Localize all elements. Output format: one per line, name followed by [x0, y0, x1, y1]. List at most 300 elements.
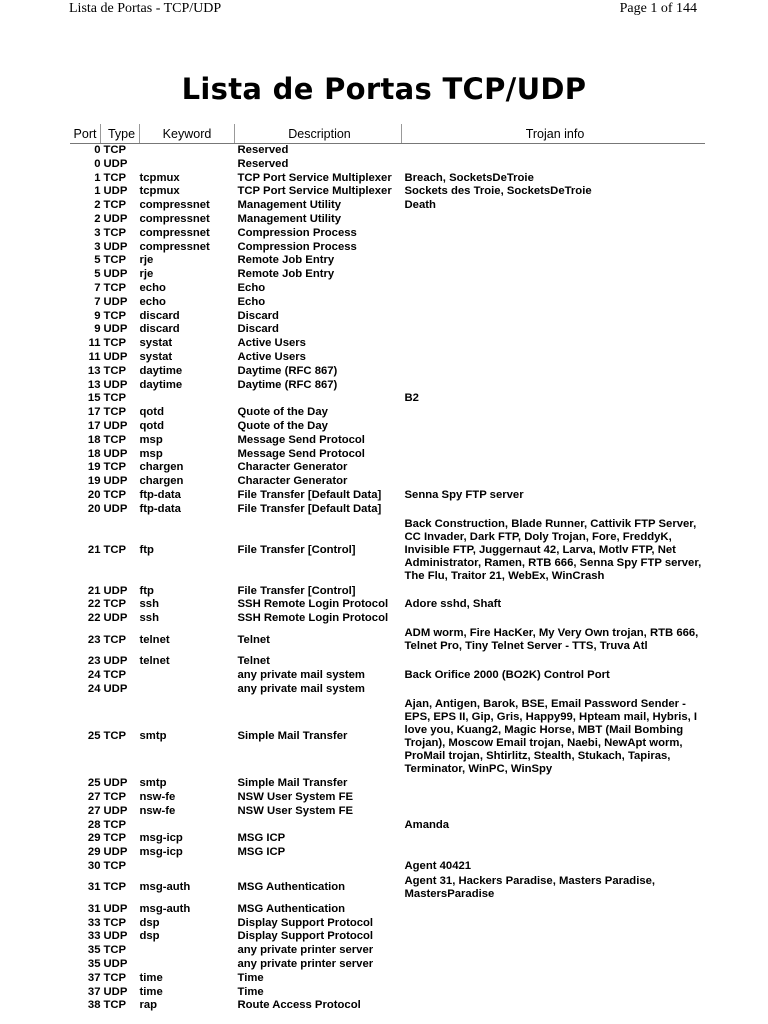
cell-port: 11 — [88, 337, 101, 350]
cell-trojan-info — [402, 917, 706, 931]
cell-description: TCP Port Service Multiplexer — [237, 185, 392, 198]
cell-keyword — [140, 860, 235, 874]
cell-trojan-info: Death — [404, 199, 436, 212]
cell-type: TCP — [103, 633, 127, 646]
cell-port: 20 — [87, 502, 101, 515]
cell-type: UDP — [103, 185, 128, 198]
cell-keyword: nsw-fe — [139, 791, 176, 804]
cell-description: Daytime (RFC 867) — [237, 378, 338, 391]
cell-type: TCP — [103, 668, 127, 681]
cell-type: UDP — [103, 777, 128, 790]
cell-keyword: daytime — [139, 378, 183, 391]
cell-keyword: compressnet — [139, 240, 210, 253]
cell-type: TCP — [103, 337, 127, 350]
cell-type: TCP — [103, 832, 127, 845]
cell-port: 0 — [94, 144, 101, 156]
cell-keyword: compressnet — [139, 199, 210, 212]
cell-keyword: smtp — [139, 729, 167, 742]
cell-description: Time — [237, 971, 264, 984]
cell-keyword: telnet — [139, 633, 170, 646]
cell-port: 15 — [87, 392, 101, 405]
cell-trojan-info: Sockets des Troie, SocketsDeTroie — [404, 185, 592, 198]
table-row — [70, 420, 705, 434]
cell-description: Discard — [237, 323, 279, 336]
cell-description: Management Utility — [237, 199, 342, 212]
cell-type: TCP — [103, 226, 127, 239]
cell-description: Telnet — [237, 633, 270, 646]
cell-keyword — [140, 144, 235, 158]
cell-trojan-info: Agent 31, Hackers Paradise, Masters Paradise, MastersParadise — [404, 875, 656, 901]
cell-port: 31 — [87, 902, 101, 915]
cell-trojan-info — [402, 683, 706, 697]
cell-port: 1 — [94, 185, 101, 198]
cell-keyword: msg-icp — [139, 846, 183, 859]
cell-port: 37 — [87, 971, 101, 984]
cell-port: 37 — [87, 985, 101, 998]
table-row — [70, 310, 705, 324]
cell-type: TCP — [103, 199, 127, 212]
cell-trojan-info — [402, 846, 706, 860]
cell-description: MSG Authentication — [237, 881, 346, 894]
cell-type: TCP — [103, 818, 127, 831]
cell-keyword: ssh — [139, 598, 159, 611]
cell-trojan-info — [402, 585, 706, 599]
cell-keyword — [140, 158, 235, 172]
cell-port: 29 — [87, 832, 101, 845]
cell-trojan-info — [402, 351, 706, 365]
cell-type: TCP — [103, 543, 127, 556]
cell-type: UDP — [103, 378, 128, 391]
cell-keyword: msg-auth — [139, 902, 191, 915]
cell-trojan-info — [402, 420, 706, 434]
cell-keyword: discard — [139, 309, 180, 322]
cell-trojan-info — [402, 805, 706, 819]
cell-port: 13 — [87, 364, 101, 377]
cell-port: 22 — [87, 598, 101, 611]
table-header-row — [70, 124, 705, 144]
cell-port: 24 — [87, 682, 101, 695]
table-row — [70, 144, 705, 158]
cell-description: File Transfer [Control] — [237, 584, 356, 597]
cell-port: 5 — [94, 268, 101, 281]
cell-port: 23 — [87, 654, 101, 667]
cell-port: 27 — [87, 804, 101, 817]
cell-type: TCP — [103, 171, 127, 184]
table-row — [70, 846, 705, 860]
cell-trojan-info — [402, 612, 706, 626]
cell-type: UDP — [103, 846, 128, 859]
cell-port: 23 — [87, 633, 101, 646]
cell-trojan-info — [402, 379, 706, 393]
cell-description: Echo — [237, 281, 266, 294]
cell-description: Discard — [237, 309, 279, 322]
table-row — [70, 999, 705, 1013]
cell-port: 27 — [87, 791, 101, 804]
table-row — [70, 351, 705, 365]
cell-keyword: time — [139, 985, 163, 998]
cell-type: TCP — [103, 791, 127, 804]
cell-port: 5 — [94, 254, 101, 267]
cell-type: TCP — [103, 916, 127, 929]
cell-type: TCP — [103, 999, 127, 1012]
cell-keyword: msp — [139, 433, 163, 446]
cell-trojan-info: ADM worm, Fire HacKer, My Very Own trojan, RTB 666, Telnet Pro, Tiny Telnet Server - TTS, Truva Atl — [404, 627, 699, 653]
table-row — [70, 268, 705, 282]
column-header-description: Description — [235, 124, 402, 144]
cell-port: 7 — [94, 295, 101, 308]
cell-port: 7 — [94, 281, 101, 294]
cell-port: 9 — [94, 309, 101, 322]
cell-port: 0 — [94, 157, 101, 170]
table-row — [70, 669, 705, 683]
cell-keyword: ssh — [139, 612, 159, 625]
cell-type: UDP — [103, 350, 128, 363]
cell-keyword: tcpmux — [139, 171, 180, 184]
cell-port: 21 — [87, 584, 101, 597]
header-doc-title: Lista de Portas - TCP/UDP — [69, 1, 222, 16]
table-row — [70, 777, 705, 791]
table-row — [70, 805, 705, 819]
table-row — [70, 227, 705, 241]
cell-trojan-info: Back Construction, Blade Runner, Cattivik FTP Server, CC Invader, Dark FTP, Doly Trojan, Fore, FreddyK, Invisible FTP, Juggernaut 42, Larva, Motlv FTP, Net Administrator, Ramen, RTB 666, Senna Spy FTP server, The Flu, Traitor 21, WebEx, WinCrash — [404, 518, 702, 583]
cell-description: Reserved — [237, 157, 289, 170]
cell-keyword: systat — [139, 337, 173, 350]
table-row — [70, 392, 705, 406]
cell-keyword: discard — [139, 323, 180, 336]
table-row — [70, 598, 705, 612]
cell-port: 18 — [87, 433, 101, 446]
cell-type: UDP — [103, 240, 128, 253]
cell-keyword: qotd — [139, 419, 164, 432]
cell-description: any private printer server — [237, 944, 374, 957]
cell-keyword: echo — [139, 281, 166, 294]
cell-trojan-info — [402, 777, 706, 791]
header-page-number: Page 1 of 144 — [619, 1, 697, 16]
table-row — [70, 448, 705, 462]
cell-port: 35 — [87, 958, 101, 971]
table-row — [70, 489, 705, 503]
cell-keyword: dsp — [139, 930, 160, 943]
cell-trojan-info — [402, 475, 706, 489]
table-row — [70, 158, 705, 172]
cell-port: 28 — [87, 818, 101, 831]
cell-type: TCP — [103, 406, 127, 419]
cell-trojan-info: Ajan, Antigen, Barok, BSE, Email Password Sender - EPS, EPS II, Gip, Gris, Happy99, Hpteam mail, Hybris, I love you, Kuang2, Magic Horse, MBT (Mail Bombing Trojan), Moscow Email trojan, Naebi, NewApt worm, ProMail trojan, Shtirlitz, Stealth, Stukach, Tapiras, Terminator, WinPC, WinSpy — [404, 697, 698, 775]
cell-type: UDP — [103, 804, 128, 817]
cell-description: Character Generator — [237, 475, 348, 488]
cell-description: Remote Job Entry — [237, 268, 335, 281]
cell-trojan-info: Breach, SocketsDeTroie — [404, 171, 534, 184]
cell-type: UDP — [103, 902, 128, 915]
cell-trojan-info — [402, 930, 706, 944]
cell-description: NSW User System FE — [237, 791, 354, 804]
table-row — [70, 379, 705, 393]
cell-port: 9 — [94, 323, 101, 336]
cell-description: Telnet — [237, 654, 270, 667]
cell-description: Daytime (RFC 867) — [237, 364, 338, 377]
cell-trojan-info — [402, 282, 706, 296]
cell-description: Reserved — [237, 144, 289, 156]
cell-description: Management Utility — [237, 212, 342, 225]
table-row — [70, 365, 705, 379]
cell-trojan-info — [402, 791, 706, 805]
cell-trojan-info — [402, 655, 706, 669]
cell-type: TCP — [103, 971, 127, 984]
cell-description: MSG Authentication — [237, 902, 346, 915]
table-row — [70, 434, 705, 448]
cell-keyword: msg-icp — [139, 832, 183, 845]
cell-port: 20 — [87, 488, 101, 501]
cell-trojan-info — [402, 406, 706, 420]
cell-keyword: telnet — [139, 654, 170, 667]
cell-port: 13 — [87, 378, 101, 391]
cell-trojan-info — [402, 461, 706, 475]
table-row — [70, 185, 705, 199]
cell-port: 3 — [94, 226, 101, 239]
cell-type: UDP — [103, 475, 128, 488]
page-header — [0, 0, 768, 20]
cell-description: any private printer server — [237, 958, 374, 971]
table-row — [70, 199, 705, 213]
cell-description: Active Users — [237, 350, 306, 363]
table-row — [70, 626, 705, 655]
column-header-type: Type — [101, 124, 140, 144]
table-row — [70, 917, 705, 931]
cell-type: UDP — [103, 323, 128, 336]
cell-keyword: smtp — [139, 777, 167, 790]
cell-description: MSG ICP — [237, 832, 286, 845]
table-row — [70, 517, 705, 585]
cell-keyword — [140, 944, 235, 958]
column-header-port: Port — [70, 124, 101, 144]
cell-trojan-info — [402, 213, 706, 227]
cell-keyword: ftp-data — [139, 488, 181, 501]
cell-trojan-info — [402, 944, 706, 958]
table-row — [70, 683, 705, 697]
cell-port: 33 — [87, 930, 101, 943]
cell-trojan-info — [402, 958, 706, 972]
cell-port: 25 — [87, 729, 101, 742]
cell-trojan-info — [402, 241, 706, 255]
cell-port: 3 — [94, 240, 101, 253]
cell-type: UDP — [103, 584, 128, 597]
table-row — [70, 930, 705, 944]
table-row — [70, 819, 705, 833]
cell-keyword: compressnet — [139, 226, 210, 239]
cell-trojan-info — [402, 999, 706, 1013]
cell-keyword: msp — [139, 447, 163, 460]
table-row — [70, 585, 705, 599]
cell-port: 2 — [94, 212, 101, 225]
cell-description: Compression Process — [237, 226, 357, 239]
table-row — [70, 337, 705, 351]
cell-description — [235, 392, 402, 406]
cell-description: Remote Job Entry — [237, 254, 335, 267]
cell-trojan-info — [402, 254, 706, 268]
table-row — [70, 903, 705, 917]
cell-type: TCP — [103, 281, 127, 294]
cell-type: TCP — [103, 392, 127, 405]
cell-keyword: daytime — [139, 364, 183, 377]
table-row — [70, 475, 705, 489]
cell-trojan-info — [402, 503, 706, 517]
cell-trojan-info — [402, 310, 706, 324]
table-row — [70, 172, 705, 186]
cell-description: Time — [237, 985, 264, 998]
cell-description — [235, 860, 402, 874]
cell-type: UDP — [103, 157, 128, 170]
table-row — [70, 944, 705, 958]
table-row — [70, 296, 705, 310]
cell-port: 17 — [87, 419, 101, 432]
cell-keyword: rap — [139, 999, 158, 1012]
table-row — [70, 791, 705, 805]
cell-description: Active Users — [237, 337, 306, 350]
cell-type: TCP — [103, 881, 127, 894]
cell-keyword: chargen — [139, 475, 184, 488]
cell-type: TCP — [103, 860, 127, 873]
cell-description: Route Access Protocol — [237, 999, 361, 1012]
ports-table — [70, 124, 705, 1013]
cell-keyword: rje — [139, 254, 154, 267]
page-title: Lista de Portas TCP/UDP — [181, 72, 587, 106]
cell-type: UDP — [103, 958, 128, 971]
table-row — [70, 655, 705, 669]
table-row — [70, 406, 705, 420]
cell-description: SSH Remote Login Protocol — [237, 612, 389, 625]
cell-port: 24 — [87, 668, 101, 681]
cell-trojan-info — [402, 227, 706, 241]
table-row — [70, 958, 705, 972]
table-row — [70, 696, 705, 777]
cell-port: 19 — [87, 461, 101, 474]
cell-trojan-info — [402, 323, 706, 337]
cell-description: File Transfer [Control] — [237, 543, 356, 556]
table-row — [70, 282, 705, 296]
cell-type: TCP — [103, 254, 127, 267]
cell-type: TCP — [103, 729, 127, 742]
cell-type: UDP — [103, 295, 128, 308]
cell-port: 30 — [87, 860, 101, 873]
cell-description: any private mail system — [237, 668, 365, 681]
cell-keyword: dsp — [139, 916, 160, 929]
cell-keyword: echo — [139, 295, 166, 308]
cell-trojan-info: Back Orifice 2000 (BO2K) Control Port — [404, 668, 610, 681]
cell-keyword — [140, 958, 235, 972]
cell-port: 19 — [87, 475, 101, 488]
cell-trojan-info — [402, 144, 706, 158]
cell-trojan-info — [402, 832, 706, 846]
cell-trojan-info — [402, 448, 706, 462]
cell-trojan-info — [402, 972, 706, 986]
cell-trojan-info — [402, 365, 706, 379]
cell-keyword — [140, 392, 235, 406]
table-row — [70, 832, 705, 846]
cell-trojan-info — [402, 986, 706, 1000]
cell-port: 25 — [87, 777, 101, 790]
table-row — [70, 503, 705, 517]
cell-description: Simple Mail Transfer — [237, 729, 348, 742]
cell-trojan-info — [402, 158, 706, 172]
cell-type: UDP — [103, 268, 128, 281]
cell-keyword: systat — [139, 350, 173, 363]
cell-type: UDP — [103, 447, 128, 460]
cell-keyword: msg-auth — [139, 881, 191, 894]
table-row — [70, 986, 705, 1000]
cell-description: Compression Process — [237, 240, 357, 253]
cell-port: 18 — [87, 447, 101, 460]
cell-port: 38 — [87, 999, 101, 1012]
cell-keyword: ftp-data — [139, 502, 181, 515]
cell-port: 29 — [87, 846, 101, 859]
table-body — [70, 144, 705, 1014]
cell-description: File Transfer [Default Data] — [237, 502, 382, 515]
cell-description: Echo — [237, 295, 266, 308]
cell-trojan-info — [402, 337, 706, 351]
cell-type: TCP — [103, 461, 127, 474]
cell-keyword: nsw-fe — [139, 804, 176, 817]
cell-description: Quote of the Day — [237, 419, 328, 432]
cell-type: TCP — [103, 944, 127, 957]
cell-port: 35 — [87, 944, 101, 957]
table-row — [70, 323, 705, 337]
cell-keyword — [140, 819, 235, 833]
cell-type: UDP — [103, 612, 128, 625]
cell-type: UDP — [103, 419, 128, 432]
cell-keyword — [140, 669, 235, 683]
cell-description: any private mail system — [237, 682, 365, 695]
cell-keyword: tcpmux — [139, 185, 180, 198]
table-row — [70, 241, 705, 255]
cell-port: 21 — [87, 543, 101, 556]
table-row — [70, 254, 705, 268]
cell-type: TCP — [103, 364, 127, 377]
cell-type: TCP — [103, 309, 127, 322]
cell-port: 11 — [88, 350, 101, 363]
cell-description: Display Support Protocol — [237, 930, 374, 943]
table-row — [70, 213, 705, 227]
cell-type: TCP — [103, 488, 127, 501]
cell-port: 2 — [94, 199, 101, 212]
column-header-keyword: Keyword — [140, 124, 235, 144]
cell-description: SSH Remote Login Protocol — [237, 598, 389, 611]
cell-keyword — [140, 683, 235, 697]
cell-trojan-info — [402, 296, 706, 310]
cell-type: TCP — [103, 598, 127, 611]
cell-keyword: ftp — [139, 543, 154, 556]
cell-port: 1 — [94, 171, 101, 184]
cell-description: Message Send Protocol — [237, 433, 365, 446]
cell-description: Message Send Protocol — [237, 447, 365, 460]
cell-trojan-info: Senna Spy FTP server — [404, 488, 524, 501]
cell-description: MSG ICP — [237, 846, 286, 859]
cell-trojan-info: Adore sshd, Shaft — [404, 598, 502, 611]
cell-port: 22 — [87, 612, 101, 625]
cell-type: UDP — [103, 930, 128, 943]
cell-port: 33 — [87, 916, 101, 929]
cell-trojan-info — [402, 268, 706, 282]
cell-description: TCP Port Service Multiplexer — [237, 171, 392, 184]
cell-type: UDP — [103, 682, 128, 695]
cell-type: TCP — [103, 144, 127, 156]
cell-type: UDP — [103, 502, 128, 515]
cell-keyword: qotd — [139, 406, 164, 419]
cell-description: Simple Mail Transfer — [237, 777, 348, 790]
cell-trojan-info: Amanda — [404, 818, 450, 831]
cell-keyword: chargen — [139, 461, 184, 474]
table-row — [70, 461, 705, 475]
table-row — [70, 612, 705, 626]
